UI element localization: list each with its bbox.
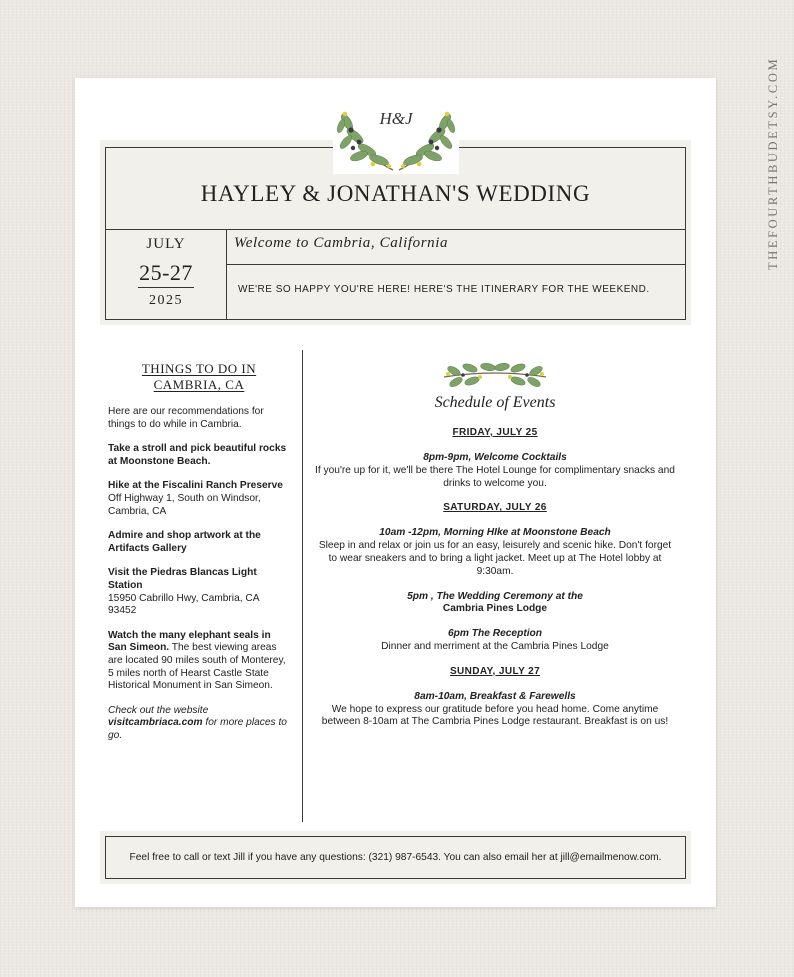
event-time: 8am-10am, Breakfast & Farewells (414, 690, 576, 702)
schedule-column (315, 359, 675, 741)
item-text: 15950 Cabrillo Hwy, Cambria, CA 93452 (108, 592, 259, 617)
event (315, 452, 675, 490)
date-days-wrap (106, 260, 226, 288)
date-days: 25-27 (138, 260, 194, 288)
day-heading: FRIDAY, JULY 25 (452, 427, 538, 438)
contact-text: Feel free to call or text Jill if you have any questions: (321) 987-6543. You can also email her at jill@emailmenow.com. (129, 852, 662, 863)
item-heading: Visit the Piedras Blancas Light Station (108, 567, 257, 591)
list-item (108, 630, 288, 693)
event-location: Cambria Pines Lodge (442, 603, 548, 615)
list-item (108, 443, 288, 468)
date-month: JULY (146, 236, 186, 252)
event-time: 6pm The Reception (448, 628, 542, 640)
item-heading: Take a stroll and pick beautiful rocks at Moonstone Beach. (108, 443, 287, 467)
item-heading: Hike at the Fiscalini Ranch Preserve (108, 480, 283, 492)
event-description: Sleep in and relax or join us for an easy, leisurely and scenic hike. Don't forget to wear sneakers and to bring a light jacket. Meet up at The Hotel lobby at 9:30am. (318, 540, 672, 577)
day-heading: SATURDAY, JULY 26 (443, 502, 547, 514)
event (315, 691, 675, 729)
event-description: We hope to express our gratitude before you head home. Come anytime between 8-10am at The Cambria Pines Lodge restaurant. Breakfast is on us! (321, 703, 669, 728)
event (315, 628, 675, 654)
event (315, 527, 675, 578)
date-year: 2025 (149, 293, 183, 308)
item-heading: Admire and shop artwork at the Artifacts Gallery (108, 530, 261, 554)
website-note (108, 705, 288, 743)
event-time: 10am -12pm, Morning HIke at Moonstone Beach (379, 527, 611, 539)
monogram-badge (333, 96, 459, 174)
event-description: Dinner and merriment at the Cambria Pines Lodge (381, 640, 609, 652)
welcome-text: Welcome to Cambria, California (234, 235, 449, 251)
contact-footer (105, 836, 686, 879)
list-item (108, 530, 288, 555)
things-to-do-title (110, 361, 288, 393)
column-divider (302, 350, 303, 822)
schedule-title: Schedule of Events (434, 394, 556, 411)
date-block (106, 229, 226, 321)
wedding-title: HAYLEY & JONATHAN'S WEDDING (200, 181, 591, 206)
things-to-do-title-line1: THINGS TO DO IN (141, 361, 257, 376)
things-to-do-intro: Here are our recommendations for things to do while in Cambria. (108, 406, 264, 430)
website-prefix: Check out the website (108, 704, 209, 716)
item-heading: Watch the many elephant seals in San Simeon. (108, 629, 271, 654)
things-to-do-column (108, 361, 288, 754)
website-suffix: for more places to go. (108, 717, 287, 741)
day-heading: SUNDAY, JULY 27 (449, 665, 541, 677)
divider (226, 229, 227, 319)
website-link[interactable]: visitcambriaca.com (108, 717, 203, 729)
event (315, 591, 675, 617)
event-time: 8pm-9pm, Welcome Cocktails (423, 452, 567, 463)
item-text: Off Highway 1, South on Windsor, Cambria, CA (108, 492, 261, 517)
item-text: The best viewing areas are located 90 miles south of Monterey, 5 miles north of Hearst Castle State Historical Monument in San Simeon. (108, 642, 286, 692)
monogram: H&J (379, 109, 413, 128)
list-item (108, 567, 288, 617)
divider (226, 264, 685, 265)
watermark: THEFOURTHBUDETSY.COM (766, 56, 780, 270)
intro-text: WE'RE SO HAPPY YOU'RE HERE! HERE'S THE ITINERARY FOR THE WEEKEND. (238, 284, 650, 295)
event-description: If you're up for it, we'll be there The Hotel Lounge for complimentary snacks and drinks to welcome you. (315, 464, 675, 489)
leaf-sprig-icon (440, 359, 550, 389)
event-time: 5pm , The Wedding Ceremony at the (407, 590, 583, 602)
list-item (108, 480, 288, 518)
things-to-do-title-line2: CAMBRIA, CA (153, 377, 245, 392)
itinerary-page (75, 78, 716, 907)
